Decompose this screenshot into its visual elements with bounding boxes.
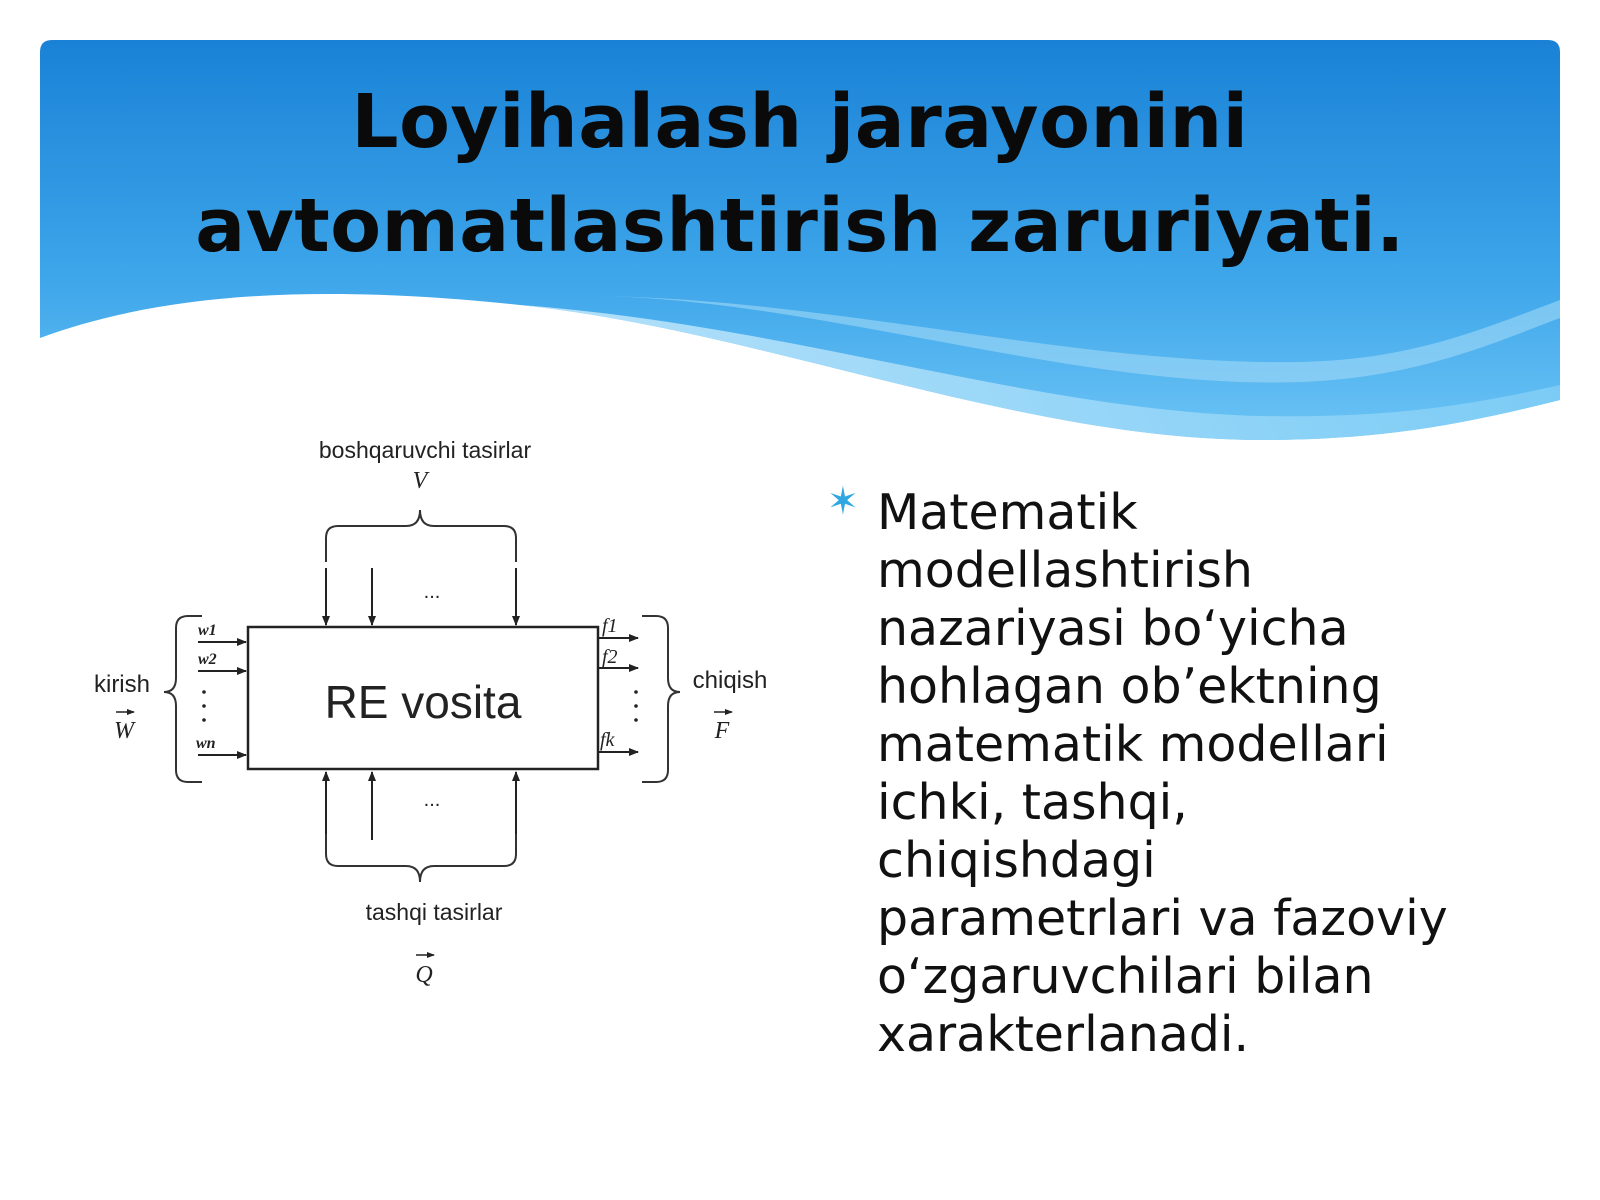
output-dot bbox=[634, 718, 638, 722]
block-diagram bbox=[80, 430, 800, 1020]
left-brace bbox=[164, 616, 202, 782]
top-ellipsis: ... bbox=[423, 581, 441, 603]
right-label: chiqish bbox=[692, 667, 768, 694]
bullet-text-line: modellashtirish bbox=[877, 542, 1253, 599]
bottom-label: tashqi tasirlar bbox=[365, 899, 503, 925]
bullet-text-line: parametrlari va fazoviy bbox=[877, 890, 1448, 947]
asterisk-bullet-icon: ✶ bbox=[827, 479, 859, 523]
bottom-ellipsis: ... bbox=[423, 789, 441, 811]
title-line-2: avtomatlashtirish zaruriyati. bbox=[195, 183, 1405, 269]
right-var: F bbox=[714, 718, 730, 744]
output-dot bbox=[634, 690, 638, 694]
bullet-text-line: matematik modellari bbox=[877, 716, 1389, 773]
output-label-f2: f2 bbox=[602, 646, 618, 668]
input-dot bbox=[202, 690, 206, 694]
input-dot bbox=[202, 704, 206, 708]
bullet-text-line: xarakterlanadi. bbox=[877, 1006, 1250, 1063]
output-label-fk: fk bbox=[600, 729, 615, 751]
bullet-text-line: chiqishdagi bbox=[877, 832, 1156, 889]
input-label-w2: w2 bbox=[198, 651, 217, 668]
bullet-text-line: ichki, tashqi, bbox=[877, 774, 1188, 831]
top-brace bbox=[326, 510, 516, 562]
bullet-text bbox=[877, 484, 1537, 1064]
bottom-var: Q bbox=[415, 962, 433, 988]
bullet-text-line: nazariyasi bo‘yicha bbox=[877, 600, 1349, 657]
bullet-text-line: hohlagan ob’ektning bbox=[877, 658, 1382, 715]
title-line-1: Loyihalash jarayonini bbox=[351, 79, 1249, 165]
input-label-w1: w1 bbox=[198, 622, 217, 639]
bullet-text-line: Matematik bbox=[877, 484, 1138, 541]
left-label: kirish bbox=[93, 671, 151, 698]
right-brace bbox=[642, 616, 680, 782]
top-label: boshqaruvchi tasirlar bbox=[318, 437, 532, 463]
bullet-text-line: o‘zgaruvchilari bilan bbox=[877, 948, 1374, 1005]
output-dot bbox=[634, 704, 638, 708]
box-label: RE vosita bbox=[324, 676, 522, 728]
top-var: V bbox=[412, 468, 428, 494]
slide-title bbox=[40, 70, 1560, 278]
input-label-wn: wn bbox=[196, 735, 216, 752]
left-var: W bbox=[114, 718, 134, 744]
bottom-brace bbox=[326, 834, 516, 882]
input-dot bbox=[202, 718, 206, 722]
output-label-f1: f1 bbox=[602, 615, 618, 637]
